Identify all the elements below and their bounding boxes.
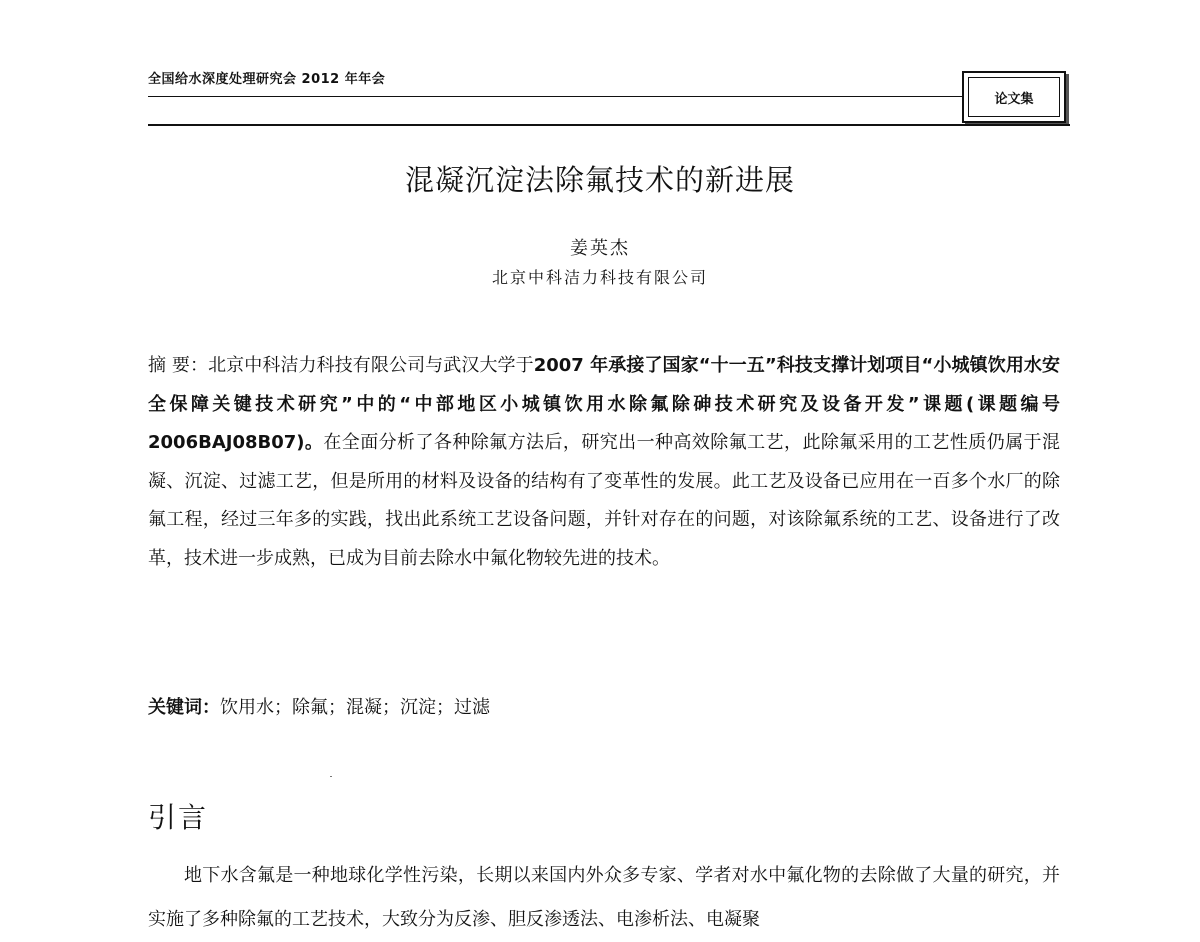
keywords-text: 饮用水；除氟；混凝；沉淀；过滤 xyxy=(220,697,490,718)
keywords-label: 关键词： xyxy=(148,697,220,718)
abstract xyxy=(148,347,1060,578)
section-heading: 引言 xyxy=(148,801,209,834)
abstract-text-1: 北京中科洁力科技有限公司与武汉大学于 xyxy=(208,355,534,376)
abstract-text-bold: 2007 年承接了国家“十一五”科技支撑计划项目“小城镇饮用水安全保障关键技术研究”中的“中部地区小城镇饮用水除氟除砷技术研究及设备开发”课题(课题编号 2006BAJ08B07)。 xyxy=(148,355,1060,453)
running-header xyxy=(148,68,1070,128)
keywords xyxy=(148,693,1060,719)
author-affiliation: 北京中科洁力科技有限公司 xyxy=(491,268,708,287)
header-rule-top xyxy=(148,96,962,97)
scan-speck xyxy=(330,776,332,777)
conference-name: 全国给水深度处理研究会 2012 年年会 xyxy=(148,72,386,87)
abstract-label: 摘 要： xyxy=(148,355,209,376)
proceedings-badge: 论文集 xyxy=(962,71,1066,123)
intro-paragraph: 地下水含氟是一种地球化学性污染，长期以来国内外众多专家、学者对水中氟化物的去除做了大量的研究，并实施了多种除氟的工艺技术，大致分为反渗、胆反渗透法、电渗析法、电凝聚 xyxy=(148,865,1060,930)
paper-title: 混凝沉淀法除氟技术的新进展 xyxy=(404,163,795,197)
abstract-text-2: 在全面分析了各种除氟方法后，研究出一种高效除氟工艺，此除氟采用的工艺性质仍属于混凝、沉淀、过滤工艺，但是所用的材料及设备的结构有了变革性的发展。此工艺及设备已应用在一百多个水厂的除氟工程，经过三年多的实践，找出此系统工艺设备问题，并针对存在的问题，对该除氟系统的工艺、设备进行了改革，技术进一步成熟，已成为目前去除水中氟化物较先进的技术。 xyxy=(148,432,1060,569)
author-name: 姜英杰 xyxy=(570,238,630,259)
header-rule-bottom xyxy=(148,124,1070,126)
